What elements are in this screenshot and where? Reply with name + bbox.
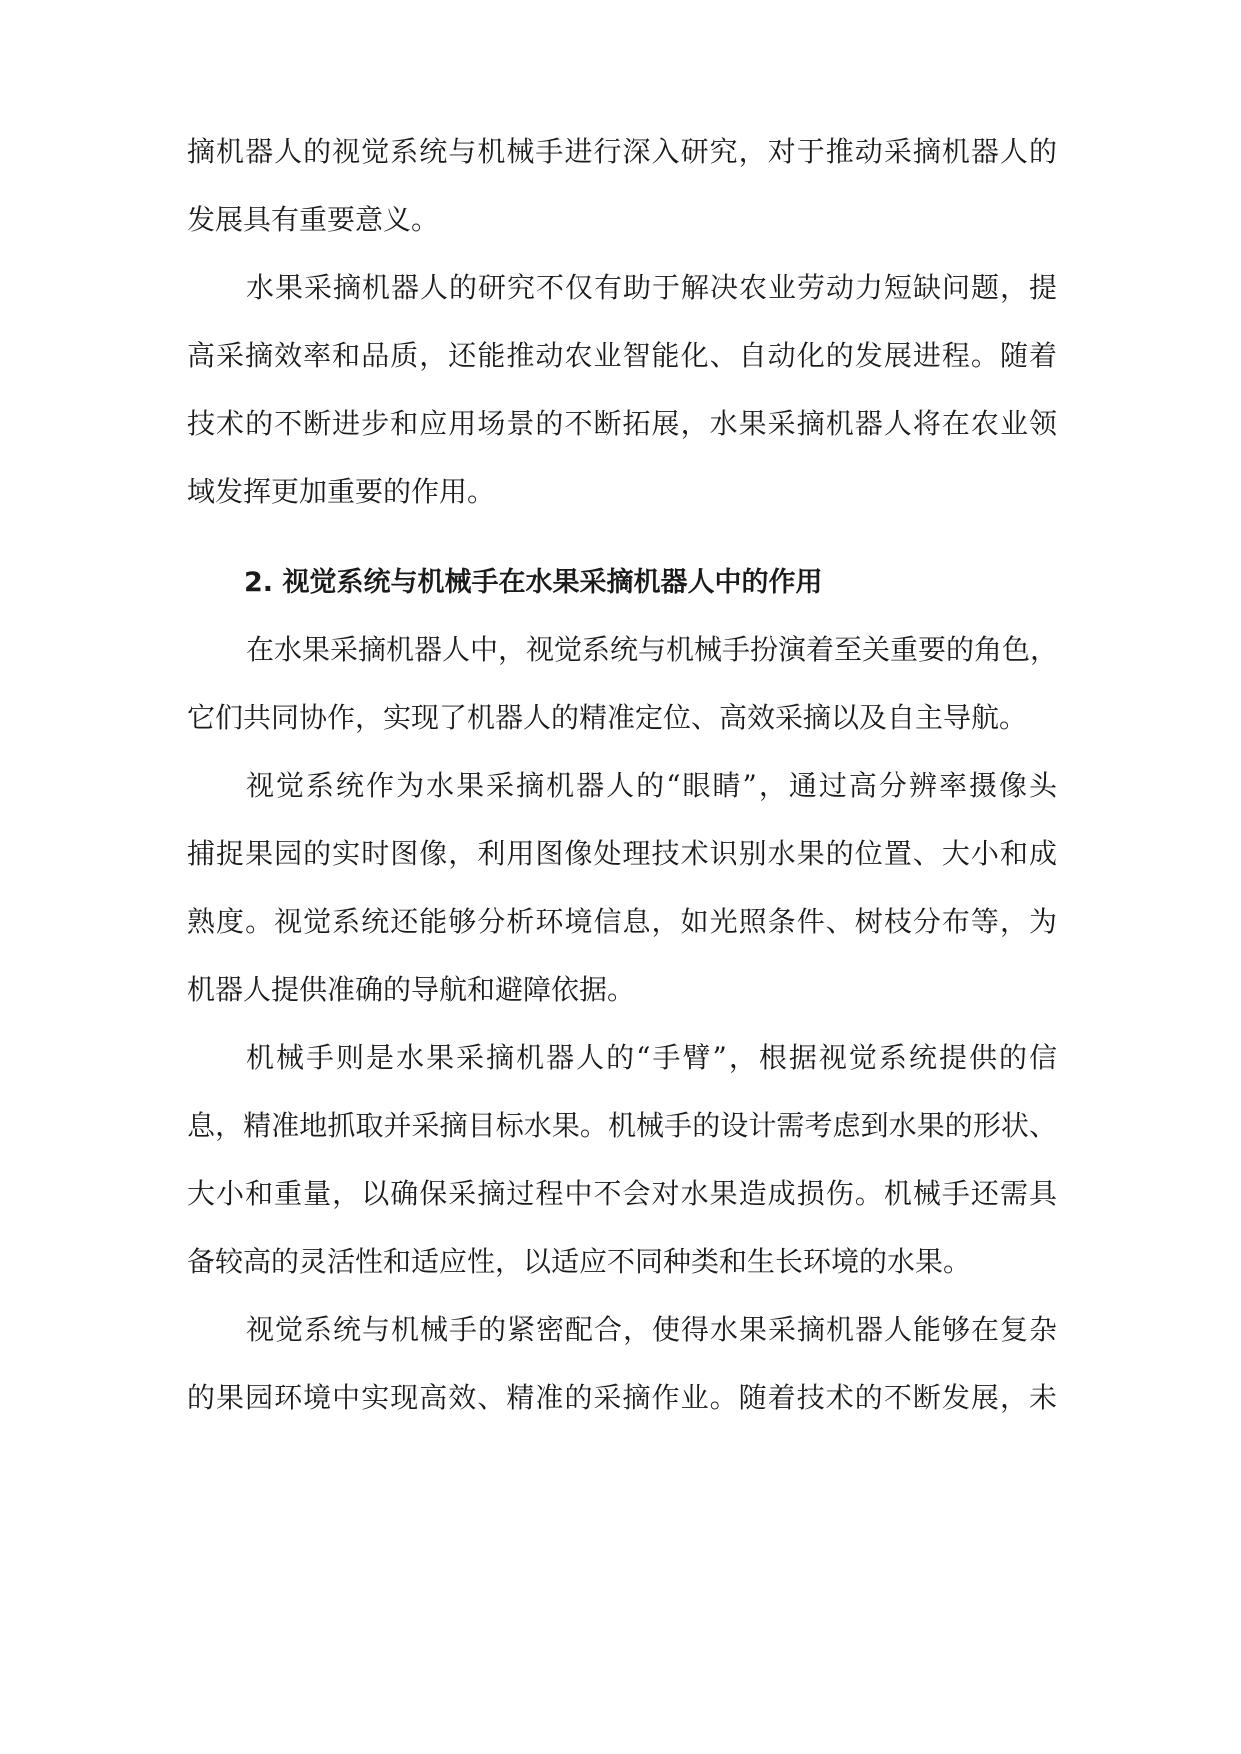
paragraph-5-line-4: 备较高的灵活性和适应性，以适应不同种类和生长环境的水果。	[187, 1245, 972, 1278]
paragraph-3-line-1: 在水果采摘机器人中，视觉系统与机械手扮演着至关重要的角色，	[246, 633, 1059, 666]
paragraph-6-line-1: 视觉系统与机械手的紧密配合，使得水果采摘机器人能够在复杂	[246, 1313, 1057, 1346]
paragraph-5-line-3: 大小和重量，以确保采摘过程中不会对水果造成损伤。机械手还需具	[187, 1177, 1057, 1210]
paragraph-2-line-3: 技术的不断进步和应用场景的不断拓展，水果采摘机器人将在农业领	[187, 407, 1057, 440]
paragraph-5-line-2: 息，精准地抓取并采摘目标水果。机械手的设计需考虑到水果的形状、	[187, 1109, 1057, 1142]
paragraph-2-line-4: 域发挥更加重要的作用。	[187, 475, 496, 508]
paragraph-2-line-1: 水果采摘机器人的研究不仅有助于解决农业劳动力短缺问题，提	[246, 271, 1057, 304]
paragraph-1-line-1: 摘机器人的视觉系统与机械手进行深入研究，对于推动采摘机器人的	[187, 135, 1057, 168]
paragraph-6-line-2: 的果园环境中实现高效、精准的采摘作业。随着技术的不断发展，未	[187, 1381, 1057, 1414]
paragraph-4-line-1: 视觉系统作为水果采摘机器人的“眼睛”，通过高分辨率摄像头	[246, 769, 1057, 802]
paragraph-2-line-2: 高采摘效率和品质，还能推动农业智能化、自动化的发展进程。随着	[187, 339, 1057, 372]
paragraph-5-line-1: 机械手则是水果采摘机器人的“手臂”，根据视觉系统提供的信	[246, 1041, 1057, 1074]
paragraph-4-line-2: 捕捉果园的实时图像，利用图像处理技术识别水果的位置、大小和成	[187, 837, 1057, 870]
paragraph-4-line-4: 机器人提供准确的导航和避障依据。	[187, 973, 636, 1006]
paragraph-1-line-2: 发展具有重要意义。	[187, 203, 440, 236]
paragraph-3-line-2: 它们共同协作，实现了机器人的精准定位、高效采摘以及自主导航。	[187, 701, 1028, 734]
paragraph-4-line-3: 熟度。视觉系统还能够分析环境信息，如光照条件、树枝分布等，为	[187, 905, 1057, 938]
section-heading: 2. 视觉系统与机械手在水果采摘机器人中的作用	[244, 567, 823, 598]
